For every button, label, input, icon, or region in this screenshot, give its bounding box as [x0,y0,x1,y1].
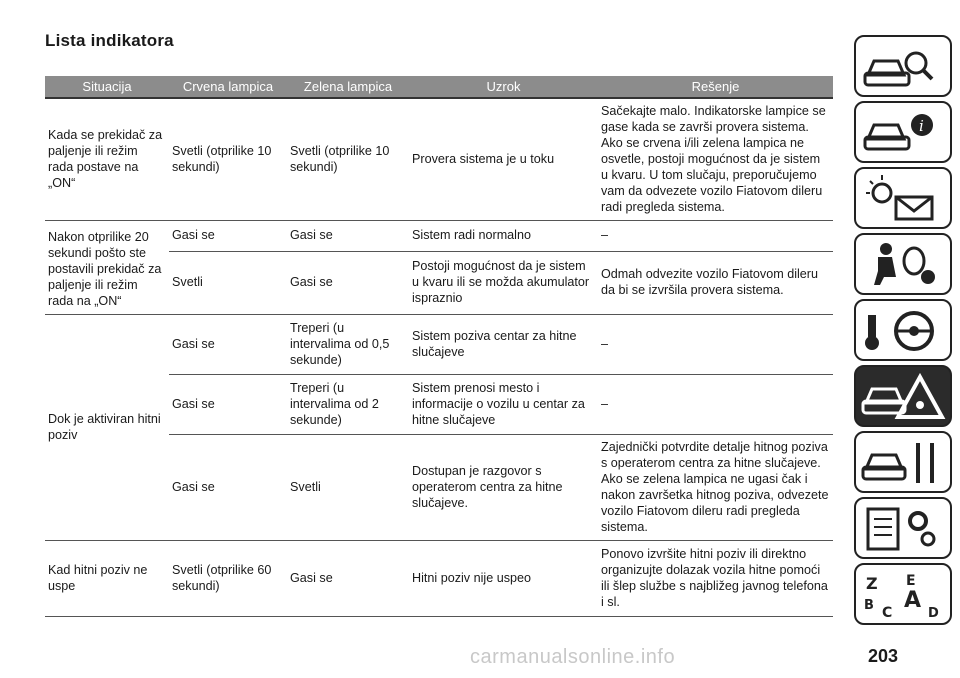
cell-zelena: Gasi se [287,541,409,617]
tab-key-steering[interactable] [854,299,952,361]
page-title: Lista indikatora [45,31,174,50]
cell-uzrok: Hitni poziv nije uspeo [409,541,598,617]
seat-airbag-icon [856,235,950,293]
cell-zelena: Treperi (u intervalima od 0,5 sekunde) [287,315,409,375]
tab-car-warning[interactable] [854,365,952,427]
page-number: 203 [868,646,899,666]
cell-uzrok: Sistem prenosi mesto i informacije o vozilu u centar za hitne slučajeve [409,375,598,435]
cell-resenje: – [598,375,833,435]
settings-list-icon [856,499,950,557]
table-row [45,541,833,617]
light-message-icon [856,169,950,227]
cell-crvena: Svetli [169,251,287,314]
svg-text:D: D [928,606,939,621]
key-steering-icon [856,301,950,359]
cell-zelena: Treperi (u intervalima od 2 sekunde) [287,375,409,435]
cell-situacija: Kad hitni poziv ne uspe [45,541,169,617]
tab-car-search[interactable] [854,35,952,97]
table-row [45,315,833,375]
cell-uzrok: Sistem radi normalno [409,221,598,252]
car-tools-icon [856,433,950,491]
table-header-row [45,76,833,98]
cell-crvena: Gasi se [169,315,287,375]
tab-seat-airbag[interactable] [854,233,952,295]
tab-settings-list[interactable] [854,497,952,559]
tab-car-tools[interactable] [854,431,952,493]
cell-zelena: Svetli (otprilike 10 sekundi) [287,98,409,221]
cell-uzrok: Provera sistema je u toku [409,98,598,221]
cell-crvena: Svetli (otprilike 60 sekundi) [169,541,287,617]
cell-zelena: Gasi se [287,251,409,314]
svg-text:i: i [919,117,924,135]
cell-resenje: Zajednički potvrdite detalje hitnog poziva s operaterom centra za hitne slučajeve. Ako se zelena lampica ne ugasi čak i nakon završetka hitnog poziva, odvezete vozilo Fiatovom dileru radi pregleda sistema. [598,435,833,541]
cell-uzrok: Postoji mogućnost da je sistem u kvaru ili se možda akumulator ispraznio [409,251,598,314]
table-row [45,221,833,252]
cell-uzrok: Sistem poziva centar za hitne slučajeve [409,315,598,375]
svg-text:C: C [882,605,893,621]
cell-zelena: Gasi se [287,221,409,252]
svg-text:A: A [904,588,922,613]
cell-zelena: Svetli [287,435,409,541]
header-zelena: Zelena lampica [287,76,409,98]
cell-situacija: Kada se prekidač za paljenje ili režim rada postave na „ON“ [45,98,169,221]
alphabet-index-icon [856,565,950,623]
cell-situacija: Nakon otprilike 20 sekundi pošto ste postavili prekidač za paljenje ili režim rada na „ON“ [45,221,169,315]
cell-resenje: Ponovo izvršite hitni poziv ili direktno organizujte dolazak vozila hitne pomoći ili šlep službe s najbližeg javnog telefona i sl. [598,541,833,617]
cell-situacija: Dok je aktiviran hitni poziv [45,315,169,541]
header-situacija: Situacija [45,76,169,98]
svg-text:E: E [906,573,916,589]
cell-crvena: Gasi se [169,375,287,435]
cell-crvena: Svetli (otprilike 10 sekundi) [169,98,287,221]
car-info-icon [856,103,950,161]
indicator-table [45,76,833,617]
tab-light-message[interactable] [854,167,952,229]
tab-alphabet-index[interactable] [854,563,952,625]
cell-crvena: Gasi se [169,221,287,252]
svg-text:B: B [864,598,874,613]
tab-car-info[interactable] [854,101,952,163]
svg-text:Z: Z [866,574,878,593]
cell-uzrok: Dostupan je razgovor s operaterom centra za hitne slučajeve. [409,435,598,541]
cell-resenje: – [598,315,833,375]
cell-crvena: Gasi se [169,435,287,541]
header-crvena: Crvena lampica [169,76,287,98]
header-resenje: Rešenje [598,76,833,98]
cell-resenje: Odmah odvezite vozilo Fiatovom dileru da bi se izvršila provera sistema. [598,251,833,314]
watermark: carmanualsonline.info [470,646,676,668]
car-warning-icon [856,367,950,425]
table-row [45,98,833,221]
cell-resenje: – [598,221,833,252]
car-search-icon [856,37,950,95]
header-uzrok: Uzrok [409,76,598,98]
cell-resenje: Sačekajte malo. Indikatorske lampice se gase kada se završi provera sistema. Ako se crvena i/ili zelena lampica ne osvetle, postoji mogućnost da je sistem u kvaru. U tom slučaju, preporučujemo vam da odvezete vozilo Fiatovom dileru radi pregleda sistema. [598,98,833,221]
